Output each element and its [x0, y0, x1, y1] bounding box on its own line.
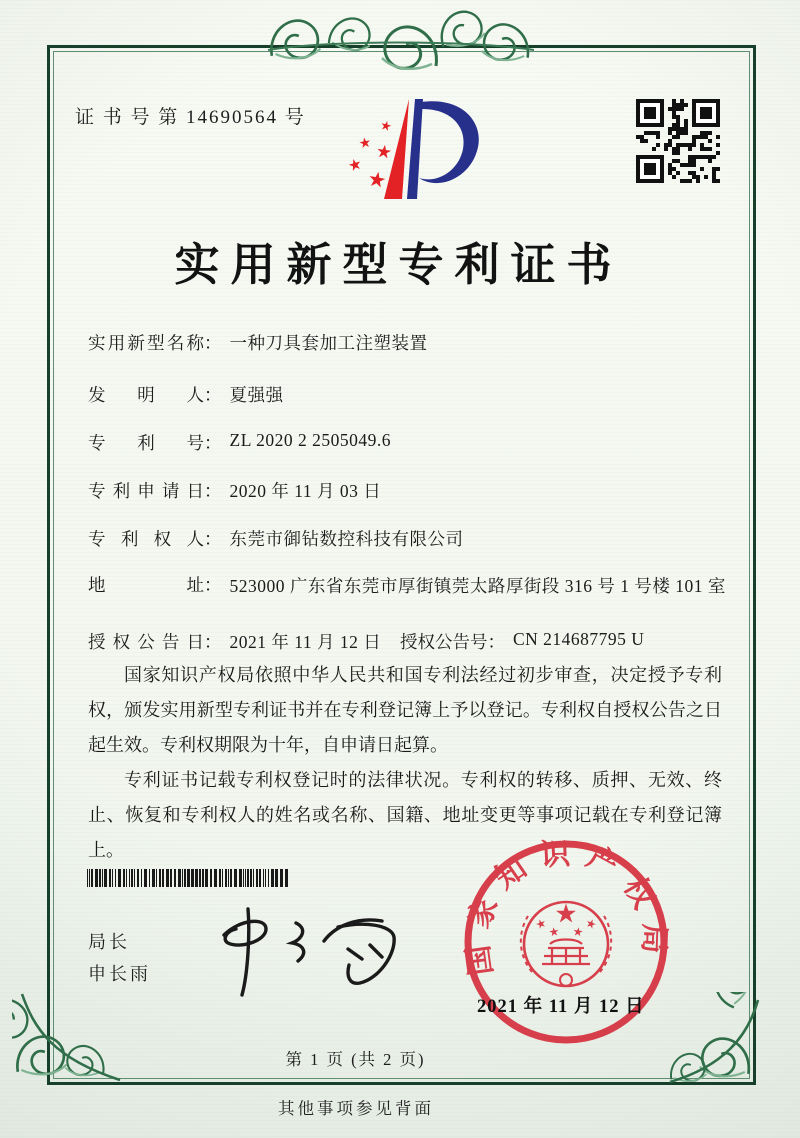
field-value: ZL 2020 2 2505049.6 [229, 430, 391, 450]
field-row-patentee: 专利权人： 东莞市御钻数控科技有限公司 [88, 526, 464, 551]
field-label: 专利号 [88, 433, 204, 453]
field-label: 实用新型名称 [88, 333, 204, 353]
cnipa-logo [328, 96, 492, 208]
field-value: 2021 年 11 月 12 日 [229, 632, 382, 652]
seal-date: 2021 年 11 月 12 日 [477, 997, 645, 1017]
back-side-note: 其他事项参见背面 [278, 1099, 434, 1118]
field-row-filing-date: 专利申请日： 2020 年 11 月 03 日 [88, 478, 381, 503]
green-flourish-ornament-bottom-right [668, 992, 768, 1098]
field-label: 专利申请日 [88, 481, 204, 501]
field-value: 东莞市御钻数控科技有限公司 [229, 529, 464, 549]
field-row-inventor: 发明人： 夏强强 [88, 382, 284, 407]
field-value: CN 214687795 U [513, 629, 645, 649]
green-flourish-ornament-top [268, 10, 534, 72]
field-value: 一种刀具套加工注塑装置 [229, 333, 428, 353]
field-label: 地址 [88, 575, 204, 595]
field-label: 授权公告号 [400, 632, 488, 652]
field-row-grant: 授权公告日： 2021 年 11 月 12 日 授权公告号： CN 214687795 U [88, 629, 645, 652]
field-row-patent-no: 专利号： ZL 2020 2 2505049.6 [88, 430, 391, 453]
legal-paragraph-2: 专利证书记载专利权登记时的法律状况。专利权的转移、质押、无效、终止、恢复和专利权人的姓名或名称、国籍、地址变更等事项记载在专利登记簿上。 [88, 770, 722, 860]
page-number: 第 1 页 (共 2 页) [285, 1050, 426, 1069]
field-value: 523000 广东省东莞市厚街镇莞太路厚街段 316 号 1 号楼 101 室 [229, 576, 726, 596]
field-row-name: 实用新型名称： 一种刀具套加工注塑装置 [88, 330, 428, 355]
seal-arc-text: 国家知识产权局 [460, 837, 671, 978]
barcode [87, 869, 293, 887]
handwritten-signature [196, 903, 406, 1003]
field-label: 发明人 [88, 385, 204, 405]
qr-code [636, 99, 722, 185]
certificate-number: 证 书 号 第 14690564 号 [75, 107, 306, 128]
field-value: 2020 年 11 月 03 日 [229, 481, 382, 501]
field-label: 授权公告日 [88, 632, 204, 652]
field-row-address: 地址： 523000 广东省东莞市厚街镇莞太路厚街段 316 号 1 号楼 101 室 [88, 572, 726, 600]
legal-paragraph-1: 国家知识产权局依照中华人民共和国专利法经过初步审查，决定授予专利权，颁发实用新型专利证书并在专利登记簿上予以登记。专利权自授权公告之日起生效。专利权期限为十年，自申请日起算。 [88, 665, 722, 755]
commissioner-name: 申长雨 [88, 964, 151, 984]
certificate-title: 实用新型专利证书 [174, 240, 623, 290]
commissioner-title: 局长 [88, 932, 130, 952]
field-label: 专利权人 [88, 529, 204, 549]
official-red-seal [452, 832, 680, 1054]
green-flourish-ornament-bottom-left [12, 988, 124, 1096]
field-value: 夏强强 [229, 385, 284, 405]
grant-number-pair: 授权公告号： CN 214687795 U [400, 629, 645, 652]
